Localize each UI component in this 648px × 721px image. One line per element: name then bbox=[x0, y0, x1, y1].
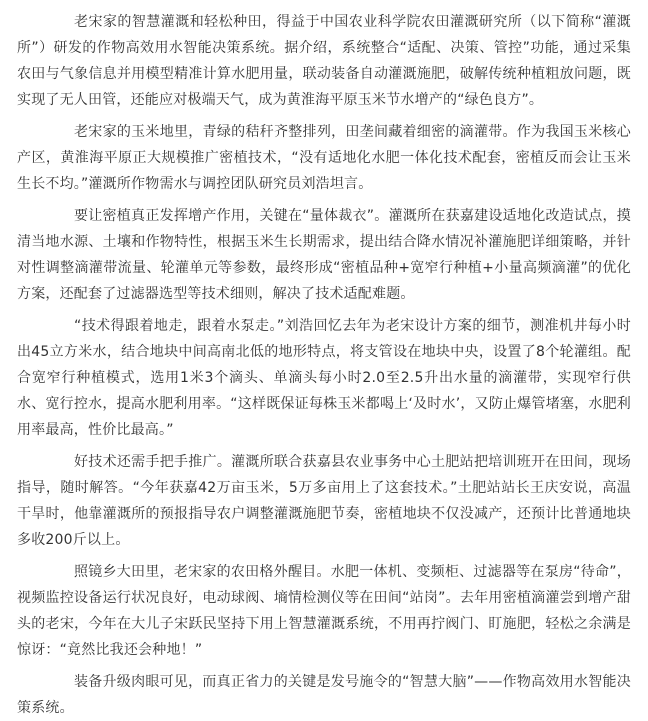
paragraph-smart-brain: 装备升级肉眼可见，而真正省力的关键是发号施令的“智慧大脑”——作物高效用水智能决策系统。 bbox=[17, 674, 631, 716]
paragraph-promotion: 好技术还需手把手推广。灌溉所联合获嘉县农业事务中心土肥站把培训班开在田间，现场指导，随时解答。“今年获嘉42万亩玉米，5万多亩用上了这套技术。”土肥站站长王庆安说，高温干旱时，他靠灌溉所的预报指导农户调整灌溉施肥节奏，密植地块不仅没减产，还预计比普通地块多收200斤以上。 bbox=[17, 454, 631, 548]
paragraph-cornfield: 老宋家的玉米地里，青绿的秸秆齐整排列，田垄间藏着细密的滴灌带。作为我国玉米核心产区，黄淮海平原正大规模推广密植技术，“没有适地化水肥一体化技术配套，密植反而会让玉米生长不均。”灌溉所作物需水与调控团队研究员刘浩坦言。 bbox=[17, 124, 631, 192]
paragraph-intro: 老宋家的智慧灌溉和轻松种田，得益于中国农业科学院农田灌溉研究所（以下简称“灌溉所”）研发的作物高效用水智能决策系统。据介绍，系统整合“适配、决策、管控”功能，通过采集农田与气象信息并用模型精准计算水肥用量，联动装备自动灌溉施肥，破解传统种植粗放问题，既实现了无人田管，还能应对极端天气，成为黄淮海平原玉米节水增产的“绿色良方”。 bbox=[17, 14, 631, 108]
paragraph-technical-details: “技术得跟着地走，跟着水泵走。”刘浩回忆去年为老宋设计方案的细节，测准机井每小时出45立方米水，结合地块中间高南北低的地形特点，将支管设在地块中央，设置了8个轮灌组。配合宽窄行种植模式，选用1米3个滴头、单滴头每小时2.0至2.5升出水量的滴灌带，实现窄行供水、宽行控水，提高水肥利用率。“这样既保证每株玉米都喝上‘及时水’，又防止爆管堵塞，水肥利用率最高，性价比最高。” bbox=[17, 318, 631, 438]
paragraph-tailored-plan: 要让密植真正发挥增产作用，关键在“量体裁衣”。灌溉所在获嘉建设适地化改造试点，摸清当地水源、土壤和作物特性，根据玉米生长期需求，提出结合降水情况补灌施肥详细策略，并针对性调整滴灌带流量、轮灌单元等参数，最终形成“密植品种+宽窄行种植+小量高频滴灌”的优化方案，还配套了过滤器选型等技术细则，解决了技术适配难题。 bbox=[17, 208, 631, 302]
paragraph-field-equipment: 照镜乡大田里，老宋家的农田格外醒目。水肥一体机、变频柜、过滤器等在泵房“待命”，视频监控设备运行状况良好，电动球阀、墒情检测仪等在田间“站岗”。去年用密植滴灌尝到增产甜头的老宋，今年在大儿子宋跃民坚持下用上智慧灌溉系统，不用再拧阀门、盯施肥，轻松之余满是惊讶：“竟然比我还会种地！” bbox=[17, 564, 631, 658]
